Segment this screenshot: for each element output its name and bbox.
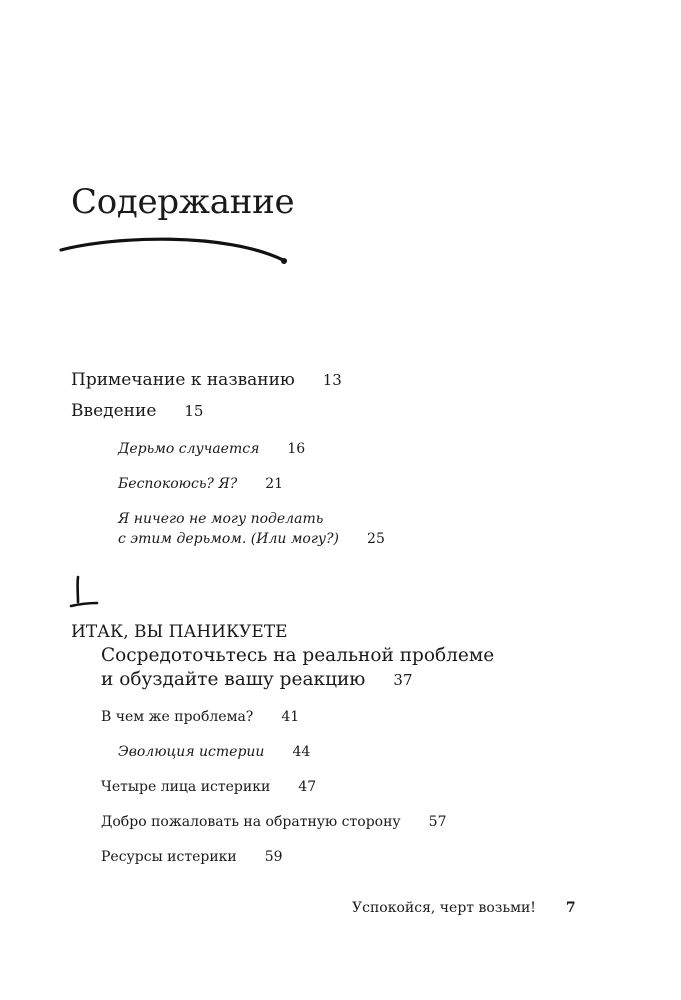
part-subtitle-line1[interactable]: Сосредоточьтесь на реальной проблеме bbox=[101, 645, 495, 666]
toc-sub-shit-happens[interactable]: Дерьмо случается 16 bbox=[118, 441, 306, 457]
toc-item-resources[interactable]: Ресурсы истерики 59 bbox=[101, 849, 283, 865]
chapter-number-mark bbox=[66, 574, 106, 610]
toc-sub-cant-help[interactable]: Я ничего не могу поделать с этим дерьмом. (Или могу?) 25 bbox=[118, 511, 385, 547]
part-heading[interactable]: ИТАК, ВЫ ПАНИКУЕТЕ bbox=[71, 622, 288, 642]
page-title: Содержание bbox=[71, 182, 295, 222]
title-underline-stroke bbox=[55, 232, 295, 272]
toc-item-welcome[interactable]: Добро пожаловать на обратную сторону 57 bbox=[101, 814, 447, 830]
footer-book-title: Успокойся, черт возьми! bbox=[352, 900, 536, 916]
footer-page-number: 7 bbox=[565, 900, 576, 916]
toc-entry-intro[interactable]: Введение 15 bbox=[71, 401, 204, 421]
toc-item-four-faces[interactable]: Четыре лица истерики 47 bbox=[101, 779, 317, 795]
toc-sub-worried[interactable]: Беспокоюсь? Я? 21 bbox=[118, 476, 284, 492]
page-footer bbox=[352, 900, 576, 916]
part-subtitle-line2[interactable]: и обуздайте вашу реакцию 37 bbox=[101, 669, 413, 690]
toc-item-evolution[interactable]: Эволюция истерии 44 bbox=[118, 744, 311, 760]
toc-item-problem[interactable]: В чем же проблема? 41 bbox=[101, 709, 300, 725]
toc-entry-note[interactable]: Примечание к названию 13 bbox=[71, 370, 342, 390]
